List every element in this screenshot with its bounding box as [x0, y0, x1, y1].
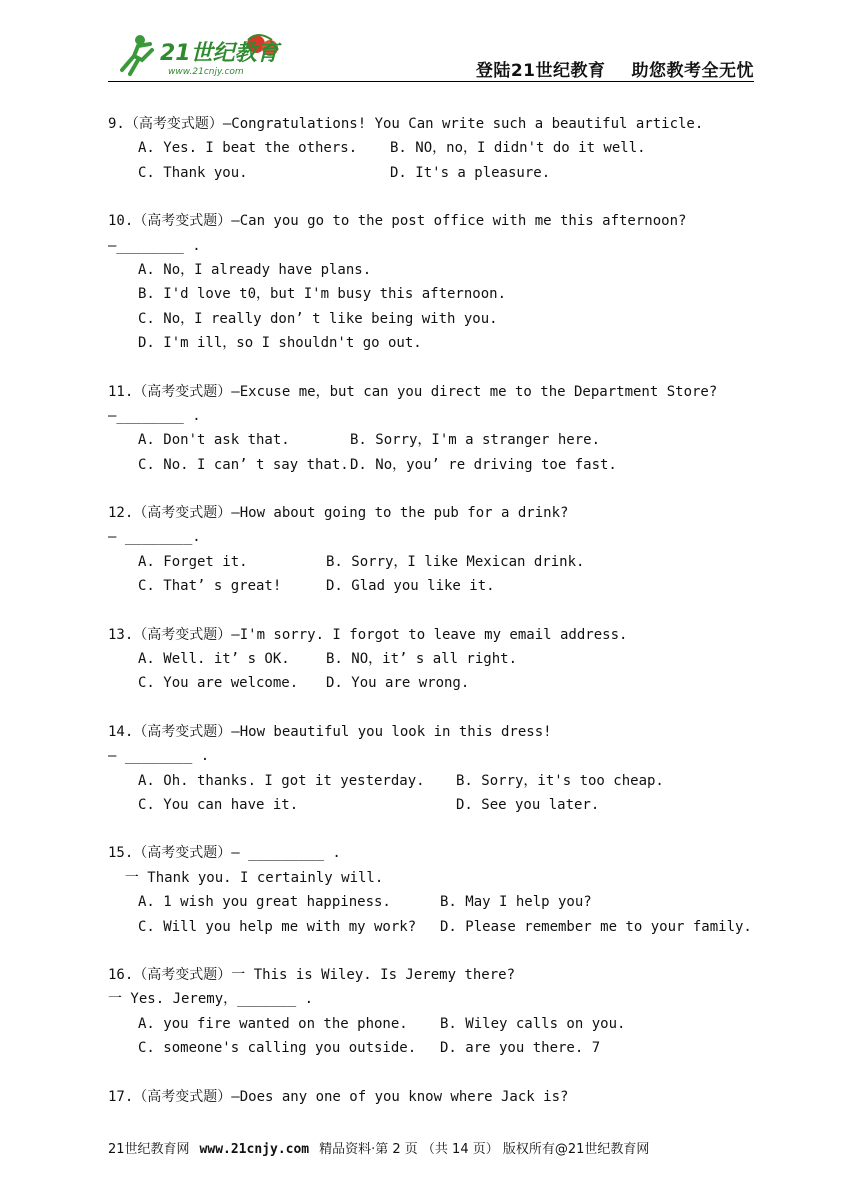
logo-text: 21世纪教育	[160, 41, 279, 66]
option-row	[108, 1012, 768, 1036]
answer-option: A. 1 wish you great happiness.	[138, 894, 391, 911]
answer-option: D. Glad you like it.	[326, 578, 495, 595]
footer-url[interactable]: www.21cnjy.com	[199, 1142, 310, 1157]
question-prompt: 10.（高考变式题）—Can you go to the post office with me this afternoon?	[108, 213, 687, 230]
page-header	[108, 28, 754, 82]
question-block	[108, 112, 768, 185]
answer-option: A. Well. it’ s OK.	[138, 651, 290, 668]
question-block	[108, 501, 768, 599]
answer-option: A. Oh. thanks. I got it yesterday.	[138, 772, 425, 789]
answer-option: B. Sorry，it's too cheap.	[456, 772, 664, 789]
answer-option: B. May I help you?	[440, 894, 592, 911]
answer-option: B. I'd love t0，but I'm busy this afternoon.	[138, 286, 507, 303]
footer-site: 21世纪教育网	[108, 1142, 190, 1157]
question-response-line: 一 Thank you. I certainly will.	[108, 869, 384, 886]
question-prompt: 14.（高考变式题）—How beautiful you look in this dress!	[108, 723, 552, 740]
question-prompt: 12.（高考变式题）—How about going to the pub for a drink?	[108, 505, 569, 522]
footer-page-info: 精品资料·第 2 页 （共 14 页） 版权所有@21世纪教育网	[319, 1142, 650, 1157]
question-block	[108, 380, 768, 478]
option-row	[108, 769, 768, 793]
page-footer	[108, 1138, 748, 1157]
header-slogan	[450, 56, 754, 81]
answer-option: C. You are welcome.	[138, 675, 299, 692]
question-prompt: 15.（高考变式题）— _________ .	[108, 845, 341, 862]
option-row	[108, 890, 768, 914]
option-row	[108, 428, 768, 452]
answer-option: A. Don't ask that.	[138, 432, 290, 449]
question-block	[108, 720, 768, 818]
option-row	[108, 258, 768, 282]
slogan-2: 助您教考全无忧	[631, 61, 754, 81]
slogan-1: 登陆21世纪教育	[475, 61, 606, 81]
answer-option: A. Forget it.	[138, 553, 248, 570]
question-response-line: — ________.	[108, 529, 201, 546]
logo-url: www.21cnjy.com	[168, 67, 244, 77]
answer-option: C. someone's calling you outside.	[138, 1040, 417, 1057]
question-response-line: —________ .	[108, 237, 201, 254]
answer-option: A. you fire wanted on the phone.	[138, 1015, 408, 1032]
option-row	[108, 793, 768, 817]
answer-option: D. See you later.	[456, 796, 600, 813]
answer-option: B. Sorry，I like Mexican drink.	[326, 553, 585, 570]
answer-option: B. Sorry，I'm a stranger here.	[350, 432, 601, 449]
answer-option: B. Wiley calls on you.	[440, 1015, 626, 1032]
site-logo	[108, 30, 308, 78]
option-row	[108, 307, 768, 331]
option-row	[108, 671, 768, 695]
option-row	[108, 282, 768, 306]
header-rule	[108, 81, 754, 82]
option-row	[108, 453, 768, 477]
answer-option: C. You can have it.	[138, 796, 299, 813]
option-row	[108, 1036, 768, 1060]
question-prompt: 11.（高考变式题）—Excuse me，but can you direct me to the Department Store?	[108, 383, 718, 400]
question-response-line: 一 Yes. Jeremy，_______ .	[108, 991, 314, 1008]
question-block	[108, 1085, 768, 1109]
answer-option: B. NO，no，I didn't do it well.	[390, 140, 646, 157]
answer-option: D. You are wrong.	[326, 675, 470, 692]
answer-option: B. NO，it’ s all right.	[326, 651, 518, 668]
answer-option: C. That’ s great!	[138, 578, 282, 595]
question-prompt: 13.（高考变式题）—I'm sorry. I forgot to leave my email address.	[108, 626, 628, 643]
option-row	[108, 574, 768, 598]
question-block	[108, 841, 768, 939]
answer-option: D. No，you’ re driving toe fast.	[350, 456, 617, 473]
question-block	[108, 209, 768, 355]
answer-option: A. No，I already have plans.	[138, 261, 372, 278]
answer-option: C. No，I really don’ t like being with you.	[138, 310, 498, 327]
question-list	[108, 112, 768, 1133]
option-row	[108, 161, 768, 185]
question-block	[108, 963, 768, 1061]
option-row	[108, 647, 768, 671]
answer-option: A. Yes. I beat the others.	[138, 140, 358, 157]
answer-option: C. Thank you.	[138, 164, 248, 181]
answer-option: D. Please remember me to your family.	[440, 918, 752, 935]
question-prompt: 17.（高考变式题）—Does any one of you know where Jack is?	[108, 1088, 569, 1105]
option-row	[108, 550, 768, 574]
question-prompt: 9.（高考变式题）—Congratulations! You Can write such a beautiful article.	[108, 116, 704, 132]
question-block	[108, 623, 768, 696]
question-response-line: — ________ .	[108, 748, 210, 765]
question-prompt: 16.（高考变式题）一 This is Wiley. Is Jeremy there?	[108, 966, 516, 983]
answer-option: D. It's a pleasure.	[390, 164, 551, 181]
answer-option: D. I'm ill，so I shouldn't go out.	[138, 335, 422, 352]
option-row	[108, 136, 768, 160]
answer-option: C. No. I can’ t say that.	[138, 456, 349, 473]
answer-option: D. are you there. 7	[440, 1040, 601, 1057]
answer-option: C. Will you help me with my work?	[138, 918, 417, 935]
question-response-line: —________ .	[108, 407, 201, 424]
option-row	[108, 331, 768, 355]
option-row	[108, 915, 768, 939]
